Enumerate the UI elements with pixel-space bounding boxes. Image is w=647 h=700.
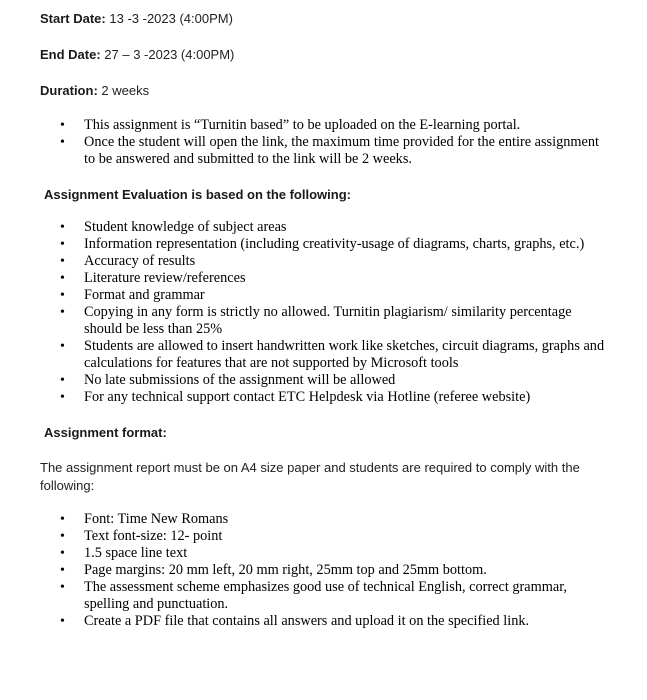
- end-date-label: End Date:: [40, 47, 101, 62]
- format-list: [60, 511, 600, 630]
- list-item: • For any technical support contact ETC Helpdesk via Hotline (referee website): [60, 389, 605, 406]
- list-item: • Font: Time New Romans: [60, 511, 600, 528]
- list-item: • Once the student will open the link, the maximum time provided for the entire assignment to be answered and submitted to the link will be 2 weeks.: [60, 134, 600, 168]
- evaluation-heading: Assignment Evaluation is based on the following:: [44, 187, 351, 202]
- duration-value: 2 weeks: [101, 83, 150, 98]
- list-item: • Text font-size: 12- point: [60, 528, 600, 545]
- end-date: [40, 47, 234, 62]
- list-item: • No late submissions of the assignment will be allowed: [60, 372, 605, 389]
- end-date-value: 27 – 3 -2023 (4:00PM): [104, 47, 235, 62]
- list-item: • Copying in any form is strictly no allowed. Turnitin plagiarism/ similarity percentage should be less than 25%: [60, 304, 605, 338]
- list-item: • Literature review/references: [60, 270, 605, 287]
- list-item: • The assessment scheme emphasizes good use of technical English, correct grammar, spelling and punctuation.: [60, 579, 600, 613]
- start-date-label: Start Date:: [40, 11, 106, 26]
- list-item: • Create a PDF file that contains all answers and upload it on the specified link.: [60, 613, 600, 630]
- list-item: • Students are allowed to insert handwritten work like sketches, circuit diagrams, graphs and calculations for features that are not supported by Microsoft tools: [60, 338, 605, 372]
- list-item: • This assignment is “Turnitin based” to be uploaded on the E-learning portal.: [60, 117, 600, 134]
- list-item: • Format and grammar: [60, 287, 605, 304]
- duration-label: Duration:: [40, 83, 98, 98]
- start-date: [40, 11, 233, 26]
- format-intro: The assignment report must be on A4 size paper and students are required to comply with the following:: [40, 460, 580, 493]
- list-item: • Student knowledge of subject areas: [60, 219, 605, 236]
- start-date-value: 13 -3 -2023 (4:00PM): [109, 11, 233, 26]
- duration: [40, 83, 149, 98]
- list-item: • Accuracy of results: [60, 253, 605, 270]
- list-item: • Information representation (including creativity-usage of diagrams, charts, graphs, etc.): [60, 236, 605, 253]
- format-heading: Assignment format:: [44, 425, 167, 440]
- list-item: • 1.5 space line text: [60, 545, 600, 562]
- intro-bullet-list: [60, 117, 600, 168]
- list-item: • Page margins: 20 mm left, 20 mm right, 25mm top and 25mm bottom.: [60, 562, 600, 579]
- evaluation-list: [60, 219, 605, 406]
